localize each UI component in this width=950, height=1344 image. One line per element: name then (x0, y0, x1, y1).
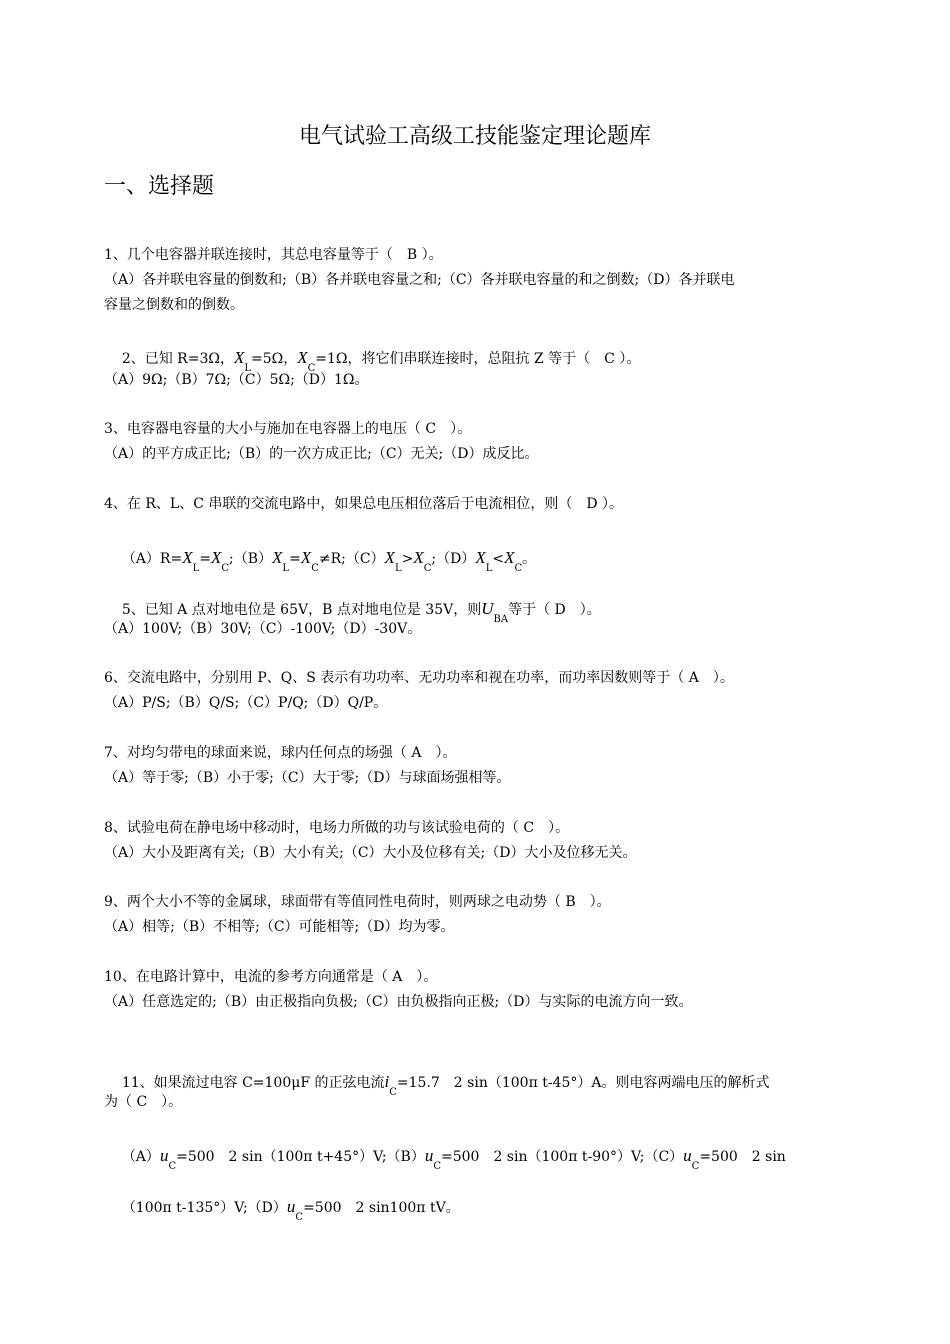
question-9-stem: 9、两个大小不等的金属球，球面带有等值同性电荷时，则两球之电动势（ B ）。 (104, 894, 611, 910)
question-1-stem: 1、几个电容器并联连接时，其总电容量等于（ B ）。 (104, 247, 443, 263)
question-6-options: （A）P/S;（B）Q/S;（C）P/Q;（D）Q/P。 (104, 695, 388, 711)
question-5-stem: 5、已知 A 点对地电位是 65V，B 点对地电位是 35V，则$U_{BA}$等于（ D ）。 (121, 599, 601, 625)
question-11-options: $(A)u_C=500$ 2 sin（100π $t+45^\circ)V;(B)u_C=500$ 2 sin（100π $t-90^\circ)V;(C)u_C=500$ 2 sin (121, 1146, 786, 1172)
question-1-options: （A）各并联电容量的倒数和;（B）各并联电容量之和;（C）各并联电容量的和之倒数;（D）各并联电 (104, 272, 735, 288)
question-8-options: （A）大小及距离有关;（B）大小有关;（C）大小及位移有关;（D）大小及位移无关。 (104, 845, 637, 861)
document-title: 电气试验工高级工技能鉴定理论题库 (298, 124, 651, 149)
question-7-options: （A）等于零;（B）小于零;（C）大于零;（D）与球面场强相等。 (104, 770, 511, 786)
question-9-options: （A）相等;（B）不相等;（C）可能相等;（D）均为零。 (104, 919, 455, 935)
question-4-stem: 4、在 R、L、C 串联的交流电路中，如果总电压相位落后于电流相位，则（ D ）。 (104, 496, 624, 512)
question-10-stem: 10、在电路计算中，电流的参考方向通常是（ A ）。 (104, 969, 438, 985)
question-2-options: （A）9Ω;（B）7Ω;（C）5Ω;（D）1Ω。 (104, 372, 369, 388)
question-8-stem: 8、试验电荷在静电场中移动时，电场力所做的功与该试验电荷的（ C ）。 (104, 820, 570, 836)
question-2-stem: 2、已知 R=3Ω，$X_L=5\Omega$，$X_C=1\Omega$，将它们串联连接时，总阻抗 Z 等于（ C ）。 (121, 348, 641, 374)
question-1-options-cont: 容量之倒数和的倒数。 (104, 297, 244, 313)
question-6-stem: 6、交流电路中，分别用 P、Q、S 表示有功功率、无功功率和视在功率，而功率因数则等于（ A ）。 (104, 670, 734, 686)
question-11-stem-cont: 为（ C ）。 (104, 1094, 183, 1110)
question-10-options: （A）任意选定的;（B）由正极指向负极;（C）由负极指向正极;（D）与实际的电流方向一致。 (104, 994, 693, 1010)
question-11-stem: 11、如果流过电容 C=100μF 的正弦电流$i_C=15.7$ 2 sin（100π t-45°）A。则电容两端电压的解析式 (121, 1072, 770, 1098)
question-3-options: （A）的平方成正比;（B）的一次方成正比;（C）无关;（D）成反比。 (104, 446, 539, 462)
question-4-options: $(A)R=X_L=X_C;(B)X_L=X_C\ne R;(C)X_L>X_C;(D)X_L<X_C$。 (121, 548, 537, 574)
question-11-options-cont: （100π $t-135^\circ)V;(D)u_C=500$ 2 sin100π tV。 (121, 1197, 460, 1223)
section-heading: 一、选择题 (104, 174, 215, 199)
question-3-stem: 3、电容器电容量的大小与施加在电容器上的电压（ C ）。 (104, 421, 472, 437)
question-5-options: （A）100V;（B）30V;（C）-100V;（D）-30V。 (104, 621, 422, 637)
question-7-stem: 7、对均匀带电的球面来说，球内任何点的场强（ A ）。 (104, 745, 457, 761)
